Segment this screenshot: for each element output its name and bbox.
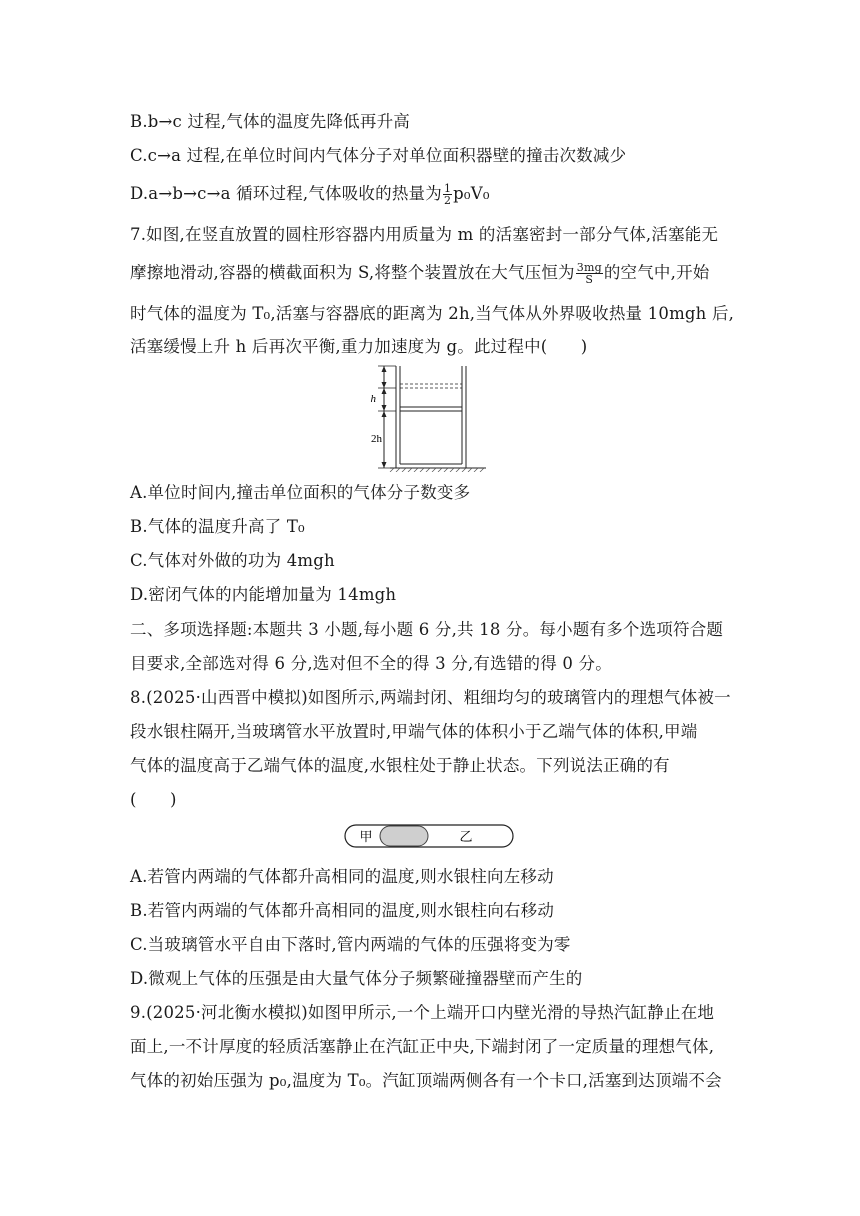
q8-option-c: C.当玻璃管水平自由下落时,管内两端的气体的压强将变为零 [130, 935, 571, 954]
q7-option-c: C.气体对外做的功为 4mgh [130, 551, 335, 570]
label-2h: 2h [371, 433, 382, 445]
fraction [576, 262, 603, 285]
q7-stem-line-2-tail: 的空气中,开始 [603, 263, 710, 282]
fraction-denominator: 2 [443, 194, 452, 207]
section-2-heading-line-2: 目要求,全部选对得 6 分,选对但不全的得 3 分,有选错的得 0 分。 [130, 654, 612, 673]
q9-stem-line-1: 9.(2025·河北衡水模拟)如图甲所示,一个上端开口内壁光滑的导热汽缸静止在地 [130, 1003, 715, 1022]
fraction-denominator: S [585, 273, 594, 286]
q6-option-d-tail: p₀V₀ [453, 184, 490, 203]
glass-tube-figure [344, 822, 516, 850]
q7-option-b: B.气体的温度升高了 T₀ [130, 517, 305, 536]
tube-label-jia: 甲 [359, 830, 373, 845]
q7-option-d: D.密闭气体的内能增加量为 14mgh [130, 585, 397, 604]
q7-option-a: A.单位时间内,撞击单位面积的气体分子数变多 [130, 483, 471, 502]
q8-stem-line-2: 段水银柱隔开,当玻璃管水平放置时,甲端气体的体积小于乙端气体的体积,甲端 [130, 722, 698, 741]
fraction [443, 183, 452, 206]
q7-stem-line-4: 活塞缓慢上升 h 后再次平衡,重力加速度为 g。此过程中( ) [130, 337, 588, 356]
q7-stem-line-2-text: 摩擦地滑动,容器的横截面积为 S,将整个装置放在大气压恒为 [130, 263, 575, 282]
fraction-numerator: 1 [443, 182, 452, 195]
q8-stem-line-3: 气体的温度高于乙端气体的温度,水银柱处于静止状态。下列说法正确的有 [130, 756, 670, 775]
q8-stem-line-1: 8.(2025·山西晋中模拟)如图所示,两端封闭、粗细均匀的玻璃管内的理想气体被一 [130, 688, 731, 707]
q7-stem-line-1: 7.如图,在竖直放置的圆柱形容器内用质量为 m 的活塞密封一部分气体,活塞能无 [130, 225, 719, 244]
q9-stem-line-3: 气体的初始压强为 p₀,温度为 T₀。汽缸顶端两侧各有一个卡口,活塞到达顶端不会 [130, 1071, 722, 1090]
q8-option-d: D.微观上气体的压强是由大量气体分子频繁碰撞器壁而产生的 [130, 969, 583, 988]
q8-stem-line-4: ( ) [130, 790, 177, 809]
q6-option-c: C.c→a 过程,在单位时间内气体分子对单位面积器壁的撞击次数减少 [130, 146, 627, 165]
q6-option-b: B.b→c 过程,气体的温度先降低再升高 [130, 112, 410, 131]
q9-stem-line-2: 面上,一不计厚度的轻质活塞静止在汽缸正中央,下端封闭了一定质量的理想气体, [130, 1037, 715, 1056]
q8-option-a: A.若管内两端的气体都升高相同的温度,则水银柱向左移动 [130, 867, 554, 886]
fraction-numerator: 3mg [576, 261, 602, 274]
q6-option-d [130, 183, 490, 206]
q7-stem-line-3: 时气体的温度为 T₀,活塞与容器底的距离为 2h,当气体从外界吸收热量 10mgh 后, [130, 304, 735, 323]
q6-option-d-text: D.a→b→c→a 循环过程,气体吸收的热量为 [130, 184, 442, 203]
cylinder-figure [360, 362, 490, 472]
tube-label-yi: 乙 [459, 830, 473, 845]
q8-option-b: B.若管内两端的气体都升高相同的温度,则水银柱向右移动 [130, 901, 555, 920]
label-h: h [370, 393, 376, 405]
section-2-heading-line-1: 二、多项选择题:本题共 3 小题,每小题 6 分,共 18 分。每小题有多个选项符合题 [130, 620, 724, 639]
q7-stem-line-2 [130, 262, 709, 285]
